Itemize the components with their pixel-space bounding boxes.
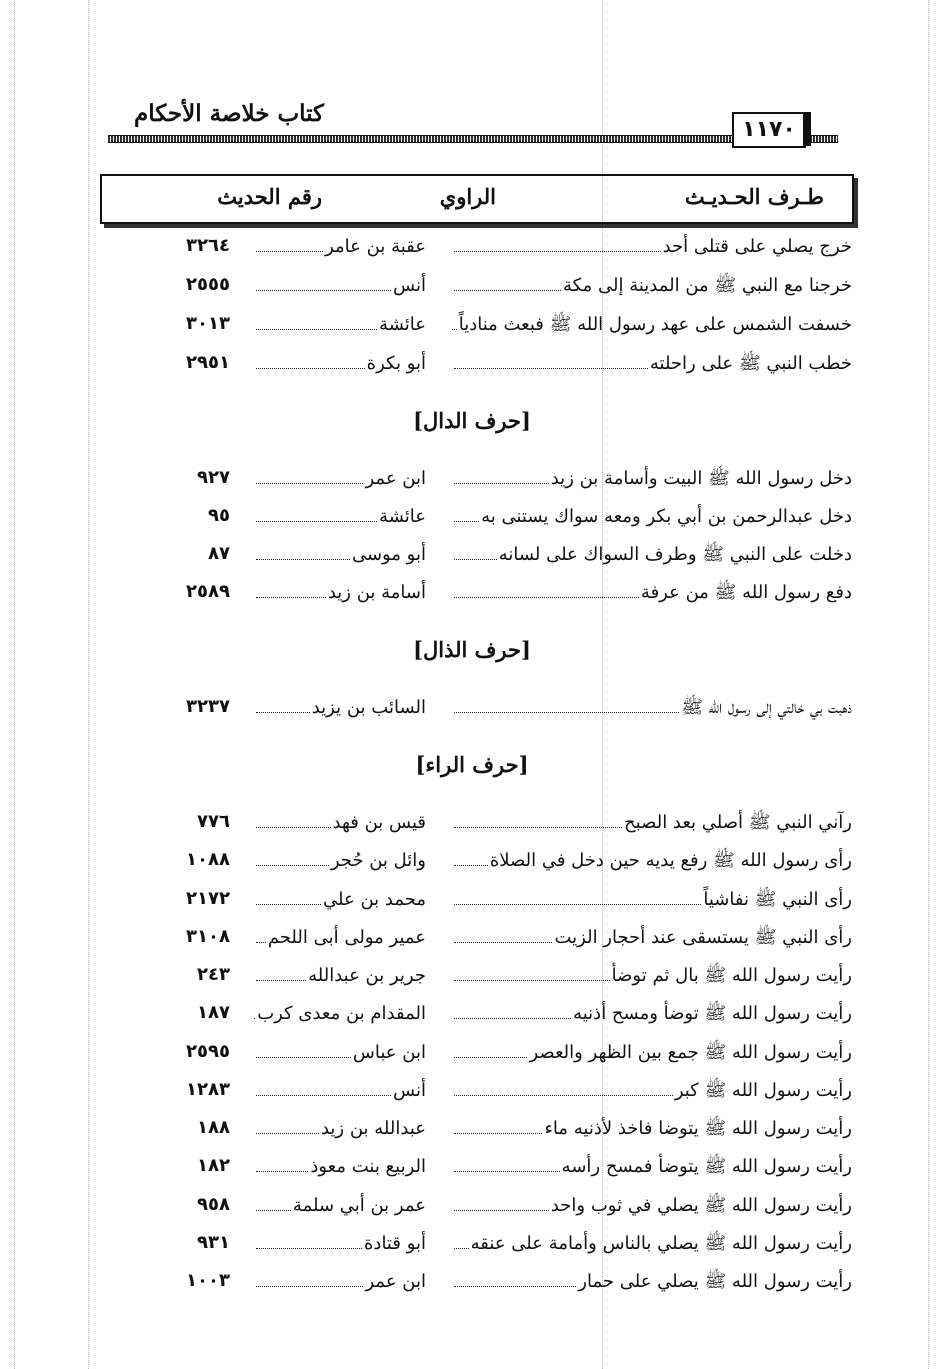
- narrator-cell: [254, 843, 426, 878]
- table-row: [0, 346, 944, 380]
- hadith-number: ١٢٨٣: [186, 1079, 230, 1100]
- table-row: [0, 843, 944, 877]
- narrator-text: ابن عباس: [352, 1042, 426, 1063]
- hadith-cell: [452, 1264, 852, 1299]
- column-header-box: [100, 174, 854, 224]
- hadith-cell: [452, 805, 852, 840]
- hadith-number: ٩٣١: [197, 1232, 230, 1253]
- dot-leader: [256, 499, 377, 522]
- dot-leader: [454, 1226, 469, 1249]
- narrator-cell: [254, 537, 426, 572]
- hadith-number: ٣٢٣٧: [186, 696, 230, 717]
- table-row: [0, 499, 944, 533]
- hadith-cell: [452, 1111, 852, 1146]
- narrator-cell: [254, 805, 426, 840]
- narrator-cell: [254, 499, 426, 534]
- section-heading-ra: [حرف الراء]: [415, 752, 529, 777]
- hadith-cell: [452, 575, 852, 610]
- dot-leader: [454, 690, 679, 713]
- page-number-tab: [803, 112, 811, 146]
- hadith-text: ذهبت بي خالتي إلى رسول الله ﷺ: [681, 697, 852, 718]
- narrator-text: أنس: [393, 1080, 426, 1101]
- hadith-cell: [452, 1226, 852, 1261]
- hadith-number: ٩٥: [208, 505, 230, 526]
- hadith-number: ٣٠١٣: [186, 313, 230, 334]
- dot-leader: [454, 499, 479, 522]
- hadith-number: ٧٧٦: [197, 811, 230, 832]
- column-header-hadith: طـرف الحـديـث: [684, 184, 824, 209]
- hadith-number: ٢١٧٢: [186, 888, 230, 909]
- hadith-cell: [452, 1035, 852, 1070]
- hadith-cell: [452, 307, 852, 342]
- dot-leader: [254, 996, 255, 1019]
- dot-leader: [256, 843, 329, 866]
- table-row: [0, 920, 944, 954]
- table-row: [0, 1188, 944, 1222]
- hadith-text: رأيت رسول الله ﷺ توضأ ومسح أذنيه: [573, 1003, 852, 1024]
- dot-leader: [454, 920, 552, 943]
- hadith-number: ٣٢٦٤: [186, 235, 230, 256]
- narrator-text: ابن عمر: [365, 468, 426, 489]
- dot-leader: [454, 229, 661, 252]
- dot-leader: [256, 1073, 391, 1096]
- dot-leader: [454, 537, 497, 560]
- narrator-text: أنس: [393, 275, 426, 296]
- dot-leader: [454, 1188, 549, 1211]
- narrator-cell: [254, 346, 426, 381]
- table-row: [0, 229, 944, 263]
- hadith-cell: [452, 958, 852, 993]
- dot-leader: [256, 346, 365, 369]
- narrator-cell: [254, 1264, 426, 1299]
- book-title: كتاب خلاصة الأحكام: [133, 100, 324, 127]
- dot-leader: [256, 882, 321, 905]
- hadith-number: ١٨٨: [197, 1117, 230, 1138]
- dot-leader: [256, 920, 266, 943]
- dot-leader: [452, 307, 457, 330]
- table-row: [0, 307, 944, 341]
- dot-leader: [454, 1073, 673, 1096]
- narrator-text: جرير بن عبدالله: [308, 965, 426, 986]
- hadith-text: خطب النبي ﷺ على راحلته: [649, 353, 852, 374]
- dot-leader: [256, 537, 350, 560]
- hadith-number: ٢٥٩٥: [186, 1041, 230, 1062]
- hadith-number: ١٨٧: [197, 1002, 230, 1023]
- hadith-cell: [452, 1188, 852, 1223]
- hadith-cell: [452, 1149, 852, 1184]
- hadith-text: خرج يصلي على قتلى أحد: [662, 236, 852, 257]
- dot-leader: [454, 1149, 560, 1172]
- hadith-cell: [452, 920, 852, 955]
- narrator-text: ابن عمر: [365, 1271, 426, 1292]
- column-header-narrator: الراوي: [439, 184, 496, 209]
- section-heading-dhal: [حرف الذال]: [413, 637, 531, 662]
- dot-leader: [454, 461, 549, 484]
- table-row: [0, 958, 944, 992]
- narrator-cell: [254, 307, 426, 342]
- dot-leader: [454, 843, 488, 866]
- table-row: [0, 805, 944, 839]
- narrator-text: أبو بكرة: [366, 353, 426, 374]
- dot-leader: [256, 1188, 291, 1211]
- dot-leader: [256, 958, 306, 981]
- hadith-text: دخل رسول الله ﷺ البيت وأسامة بن زيد: [550, 468, 852, 489]
- narrator-cell: [254, 690, 426, 725]
- narrator-text: أسامة بن زيد: [327, 582, 426, 603]
- narrator-cell: [254, 229, 426, 264]
- hadith-text: رأيت رسول الله ﷺ بال ثم توضأ: [611, 965, 852, 986]
- hadith-number: ٨٧: [208, 543, 230, 564]
- table-row: [0, 1264, 944, 1298]
- hadith-cell: [452, 690, 852, 725]
- dot-leader: [256, 229, 323, 252]
- hadith-text: رأيت رسول الله ﷺ يتوضا فاخذ لأذنيه ماء: [544, 1118, 852, 1139]
- narrator-text: عائشة: [379, 506, 426, 527]
- table-row: [0, 1149, 944, 1183]
- hadith-text: خسفت الشمس على عهد رسول الله ﷺ فبعث منادياً: [458, 314, 852, 335]
- narrator-text: وائل بن حُجر: [330, 850, 426, 871]
- dot-leader: [256, 690, 310, 713]
- hadith-number: ٢٤٣: [197, 964, 230, 985]
- table-row: [0, 461, 944, 495]
- narrator-cell: [254, 1188, 426, 1223]
- narrator-text: أبو موسى: [351, 544, 426, 565]
- narrator-text: قيس بن فهد: [332, 812, 426, 833]
- narrator-cell: [254, 882, 426, 917]
- narrator-text: عقبة بن عامر: [325, 236, 426, 257]
- dot-leader: [454, 805, 622, 828]
- narrator-cell: [254, 1111, 426, 1146]
- hadith-text: رأيت رسول الله ﷺ يصلي على حمار: [578, 1271, 852, 1292]
- hadith-cell: [452, 229, 852, 264]
- hadith-cell: [452, 461, 852, 496]
- narrator-text: المقدام بن معدى كرب: [257, 1003, 426, 1024]
- table-row: [0, 1111, 944, 1145]
- dot-leader: [454, 996, 571, 1019]
- narrator-cell: [254, 1073, 426, 1108]
- hadith-text: رأيت رسول الله ﷺ جمع بين الظهر والعصر: [529, 1042, 852, 1063]
- dot-leader: [454, 268, 561, 291]
- narrator-text: عمير مولى أبى اللحم: [267, 927, 426, 948]
- hadith-text: خرجنا مع النبي ﷺ من المدينة إلى مكة: [563, 275, 852, 296]
- table-row: [0, 996, 944, 1030]
- dot-leader: [454, 346, 648, 369]
- table-row: [0, 1073, 944, 1107]
- narrator-cell: [254, 1226, 426, 1261]
- hadith-text: رأى النبي ﷺ نفاشياً: [703, 889, 852, 910]
- hadith-number: ١٠٨٨: [186, 849, 230, 870]
- table-row: [0, 1035, 944, 1069]
- hadith-number: ٩٥٨: [197, 1194, 230, 1215]
- hadith-number: ٢٥٨٩: [186, 581, 230, 602]
- hadith-cell: [452, 996, 852, 1031]
- narrator-text: الربيع بنت معوذ: [310, 1156, 426, 1177]
- narrator-text: عائشة: [379, 314, 426, 335]
- narrator-cell: [254, 1035, 426, 1070]
- dot-leader: [256, 1149, 308, 1172]
- narrator-text: عبدالله بن زيد: [320, 1118, 426, 1139]
- hadith-number: ٢٥٥٥: [186, 274, 230, 295]
- hadith-text: رأيت رسول الله ﷺ كبر: [674, 1080, 852, 1101]
- hadith-text: رأى رسول الله ﷺ رفع يديه حين دخل في الصلاة: [489, 850, 852, 871]
- hadith-number: ١٠٠٣: [186, 1270, 230, 1291]
- narrator-cell: [254, 575, 426, 610]
- narrator-cell: [254, 268, 426, 303]
- dot-leader: [256, 805, 331, 828]
- hadith-text: رآني النبي ﷺ أصلي بعد الصبح: [624, 812, 852, 833]
- dot-leader: [256, 307, 377, 330]
- dot-leader: [454, 1035, 527, 1058]
- hadith-text: رأيت رسول الله ﷺ يصلي في ثوب واحد: [550, 1195, 852, 1216]
- dot-leader: [256, 1111, 319, 1134]
- narrator-cell: [254, 958, 426, 993]
- hadith-cell: [452, 843, 852, 878]
- table-row: [0, 882, 944, 916]
- dot-leader: [454, 958, 610, 981]
- section-heading-dal: [حرف الدال]: [413, 408, 531, 433]
- page-number: ١١٧٠: [732, 112, 806, 148]
- table-row: [0, 268, 944, 302]
- hadith-text: دخلت على النبي ﷺ وطرف السواك على لسانه: [498, 544, 852, 565]
- narrator-cell: [254, 1149, 426, 1184]
- narrator-text: أبو قتادة: [364, 1233, 426, 1254]
- column-header-number: رقم الحديث: [217, 184, 322, 209]
- hadith-cell: [452, 1073, 852, 1108]
- dot-leader: [256, 461, 363, 484]
- hadith-number: ٣١٠٨: [186, 926, 230, 947]
- dot-leader: [256, 1226, 362, 1249]
- hadith-number: ٢٩٥١: [186, 352, 230, 373]
- table-row: [0, 575, 944, 609]
- dot-leader: [256, 1035, 351, 1058]
- header-rule: [108, 135, 838, 143]
- dot-leader: [256, 1264, 363, 1287]
- narrator-cell: [254, 996, 426, 1031]
- hadith-text: دخل عبدالرحمن بن أبي بكر ومعه سواك يستنى به: [481, 506, 852, 527]
- hadith-text: رأيت رسول الله ﷺ يتوضأ فمسح رأسه: [561, 1156, 852, 1177]
- table-row: [0, 1226, 944, 1260]
- narrator-cell: [254, 920, 426, 955]
- hadith-number: ٩٢٧: [197, 467, 230, 488]
- hadith-text: رأى النبي ﷺ يستسقى عند أحجار الزيت: [554, 927, 852, 948]
- hadith-cell: [452, 537, 852, 572]
- table-row: [0, 537, 944, 571]
- dot-leader: [454, 882, 701, 905]
- narrator-text: عمر بن أبي سلمة: [292, 1195, 426, 1216]
- hadith-text: دفع رسول الله ﷺ من عرفة: [640, 582, 852, 603]
- dot-leader: [454, 1111, 542, 1134]
- dot-leader: [454, 1264, 576, 1287]
- narrator-text: السائب بن يزيد: [311, 697, 426, 718]
- hadith-cell: [452, 499, 852, 534]
- narrator-cell: [254, 461, 426, 496]
- dot-leader: [454, 575, 639, 598]
- table-row: [0, 690, 944, 724]
- hadith-cell: [452, 346, 852, 381]
- hadith-cell: [452, 268, 852, 303]
- hadith-number: ١٨٢: [197, 1155, 230, 1176]
- dot-leader: [256, 268, 391, 291]
- hadith-text: رأيت رسول الله ﷺ يصلي بالناس وأمامة على عنقه: [470, 1233, 852, 1254]
- dot-leader: [256, 575, 326, 598]
- narrator-text: محمد بن علي: [323, 889, 426, 910]
- hadith-cell: [452, 882, 852, 917]
